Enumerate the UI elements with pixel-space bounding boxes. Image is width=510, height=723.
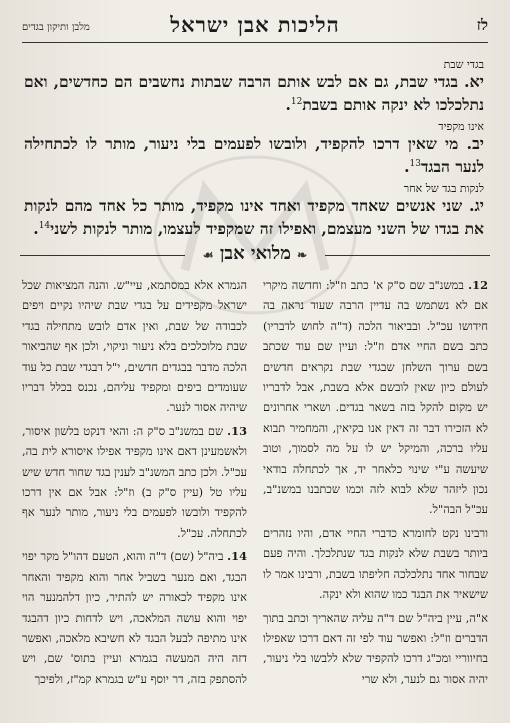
halacha-text: יג. שני אנשים שאחד מקפיד ואחד אינו מקפיד, מותר כל אחד מהם לנקות את בגדו של השני מעצמם, ואפילו זה שמקפיד לעצמו, מותר לנקות לשני$^{14}$. — [24, 196, 484, 239]
note-text: שם במשנ"ב ס"ק ה: והאי דנקט בלשון איסור, ולאשמעינן דאם אינו מקפיד אפילו איסורא לית בה, עכ"ל. ולכן כתב המשנ"ב לענין בגד שחור חדש שיש עליו טל (עיין ס"ק ב) וז"ל: אבל אם אין דרכו להקפיד ולובשו לפעמים בלי ניעור, מותר לנער אף לכתחלה. עכ"ל. — [22, 423, 247, 540]
halacha-body: בגדי שבת, גם אם לבש אותם הרבה שבתות נחשבים הם כחדשים, ואם נתלכלכו לא ינקה אותם בשבת — [24, 72, 484, 115]
halacha-body: מי שאין דרכו להקפיד, ולובשו לפעמים בלי ניעור, מותר לו לכתחילה לנער הבגד — [24, 134, 484, 177]
ornament-icon: ❧ — [297, 248, 308, 262]
note-text: ורבינו נקט לחומרא כדברי החיי אדם, והיו נזהרים ביותר בשבת שלא לנקות בגד שנתלכלך. והיה פעם שבחור אחד נתלכלכה חליפתו בשבת, ורבינו אמר לו שישאיר את הבגד כמו שהוא ולא ינקה. — [263, 525, 488, 602]
footnote-ref[interactable]: 12 — [290, 97, 303, 107]
note-text: א"ה, עיין ביה"ל שם ד"ה עליה שהאריך וכתב בתוך הדברים וז"ל: ואפשר עוד לפי זה דאם דרכו שאפילו בחיווריי ומכ"ג דרכו להקפיד שלא ללבשו בלי ניעור, יהיה אסור גם לנער, ולא שרי — [263, 610, 488, 686]
notes-banner — [20, 243, 490, 269]
note-paragraph — [263, 608, 488, 690]
page-number: לז — [476, 16, 488, 34]
notes-column-left — [22, 275, 247, 719]
note-paragraph — [22, 546, 247, 689]
halacha-11 — [24, 58, 484, 115]
note-paragraph — [22, 421, 247, 543]
note-paragraph — [263, 275, 488, 520]
banner-rule-right — [325, 255, 490, 256]
footnote-ref[interactable]: 14 — [38, 221, 51, 232]
note-paragraph — [263, 523, 488, 605]
notes-section — [22, 275, 488, 719]
note-number: 13. — [227, 423, 247, 438]
halacha-13 — [24, 182, 484, 239]
halacha-body: שני אנשים שאחד מקפיד ואחד אינו מקפיד, מותר כל אחד מהם לנקות את בגדו של השני מעצמם, ואפילו זה שמקפיד לעצמו, מותר לנקות לשני — [24, 196, 484, 239]
note-paragraph — [22, 275, 247, 418]
note-number: 14. — [227, 549, 247, 564]
header-rule — [22, 42, 488, 43]
halacha-title: לנקות בגד של אחר — [403, 182, 484, 196]
halacha-number: יב. — [466, 134, 484, 154]
halacha-title: אינו מקפיד — [438, 120, 484, 134]
halacha-title: בגדי שבת — [443, 58, 484, 71]
halacha-12 — [24, 120, 484, 177]
halacha-text: יב. מי שאין דרכו להקפיד, ולובשו לפעמים בלי ניעור, מותר לו לכתחילה לנער הבגד$^{13}$. — [24, 134, 484, 177]
notes-column-right — [263, 275, 488, 719]
section-title: מלבן ותיקון בגדים — [22, 22, 90, 33]
banner-title — [193, 243, 317, 264]
running-header — [22, 6, 488, 40]
banner-title-text: מלואי אבן — [219, 243, 291, 264]
note-number: 12. — [468, 278, 488, 292]
note-text: במשנ"ב שם ס"ק א' כתב וז"ל: וחדשה מיקרי אם לא נשתמש בה עדיין הרבה שעוד נראה בה חידושו עכ"ל. ובביאור הלכה (ד"ה לחוש לדבריו) כתב בשם החיי אדם וז"ל: ועיין שם עוד שכתב בשם ערוך השלחן שבגדי שבת נקראים חדשים לעולם כיון שאין לובשם אלא בשבת, אבל לדבריו יש מקום להקל בזה בשאר בגדים. ושארי אחרונים לא הזכירו דבר זה דאין אנו בקיאין, והמחמיר תבוא עליו ברכה, והמיקל יש לו על מה לסמוך, וטוב שיעשה ע"י שינוי כלאחר יד, אך לכתחלה בודאי נכון ליזהר שלא לבוא לזה וכמו שכתבנו במשנ"ב, עכ"ל הבה"ל. — [263, 278, 488, 517]
halacha-text: יא. בגדי שבת, גם אם לבש אותם הרבה שבתות נחשבים הם כחדשים, ואם נתלכלכו לא ינקה אותם בשבת$^{12}$. — [24, 72, 484, 115]
halacha-number: יא. — [463, 72, 484, 91]
footnote-ref[interactable]: 13 — [409, 159, 421, 170]
ornament-icon: ☙ — [202, 248, 214, 262]
note-text: ביה"ל (שם) ד"ה והוא, הטעם דהו"ל מקר יפוי הבגד, ואם מנער בשביל אחר והוא מקפיד והאחר אינו מקפיד לכאורה יש להתיר, כיון דלהמנער הוי יפוי והוא עושה המלאכה, ויש לדחות כיון דהבגד אינו מתיפה לבעל הבגד לא חשיבא מלאכה, ואפשר דזה היה המעשה בגמרא ועיין בתוס' שם, ויש להסתפק בזה, דר יוסף ע"ש בגמרא קמ"ז, ולפיכך — [22, 549, 247, 686]
halachot-section — [24, 58, 484, 244]
halacha-number: יג. — [468, 196, 484, 216]
note-text: הגמרא אלא במסתמא, עיי"ש. והנה המציאות שכל ישראל מקפידים על בגדי שבת שיהיו נקיים ויפים לכבודה של שבת, ואין אדם לובש מתחילה בגדי שבת מלוכלכים בלא ניעור וניקוי, ולכן אף שהביאור הלכה מדבר בבגדים חדשים, י"ל דבגדי שבת כל עוד שעומדים ביפים ומקפיד עליהם, נכנס בכלל דבריו שיהיה אסור לנער. — [22, 278, 247, 415]
banner-rule-left — [20, 255, 185, 256]
book-title: הליכות אבן ישראל — [170, 12, 340, 37]
